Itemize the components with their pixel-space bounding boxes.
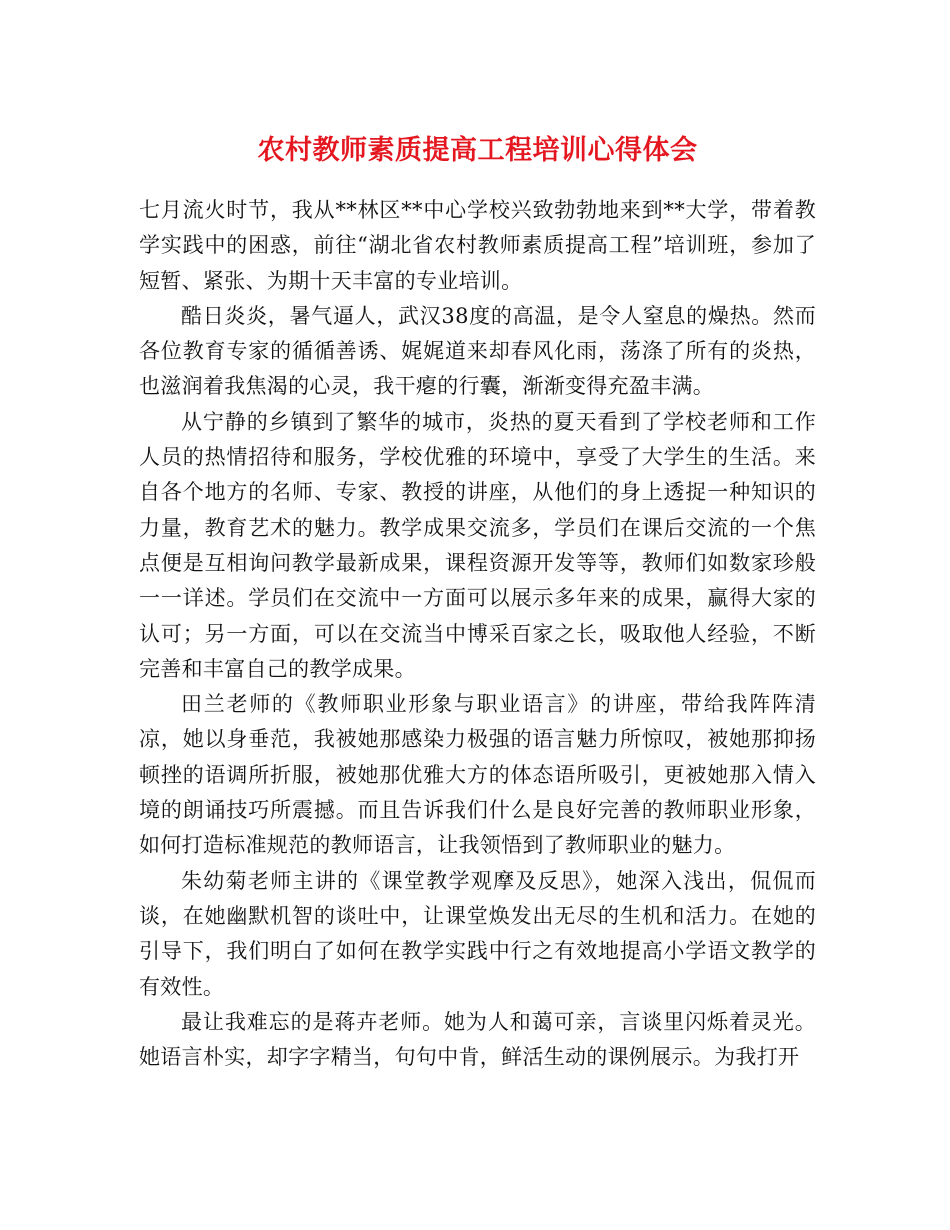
paragraph-3: 从宁静的乡镇到了繁华的城市，炎热的夏天看到了学校老师和工作人员的热情招待和服务，学校优雅的环境中，享受了大学生的生活。来自各个地方的名师、专家、教授的讲座，从他们的身上透捉一种知识的力量，教育艺术的魅力。教学成果交流多，学员们在课后交流的一个焦点便是互相询问教学最新成果，课程资源开发等等，教师们如数家珍般一一详述。学员们在交流中一方面可以展示多年来的成果，赢得大家的认可；另一方面，可以在交流当中博采百家之长，吸取他人经验，不断完善和丰富自己的教学成果。 — [139, 409, 816, 681]
paragraph-2: 酷日炎炎，暑气逼人，武汉38度的高温，是令人窒息的燥热。然而各位教育专家的循循善诱、娓娓道来却春风化雨，荡涤了所有的炎热，也滋润着我焦渴的心灵，我干瘪的行囊，渐渐变得充盈丰满。 — [139, 303, 816, 399]
paragraph-5: 朱幼菊老师主讲的《课堂教学观摩及反思》，她深入浅出，侃侃而谈，在她幽默机智的谈吐中，让课堂焕发出无尽的生机和活力。在她的引导下，我们明白了如何在教学实践中行之有效地提高小学语文教学的有效性。 — [139, 868, 816, 999]
paragraph-1: 七月流火时节，我从**林区**中心学校兴致勃勃地来到**大学，带着教学实践中的困惑，前往“湖北省农村教师素质提高工程”培训班，参加了短暂、紧张、为期十天丰富的专业培训。 — [139, 198, 816, 293]
document-body — [139, 193, 816, 1075]
document-title: 农村教师素质提高工程培训心得体会 — [257, 135, 698, 166]
paragraph-4: 田兰老师的《教师职业形象与职业语言》的讲座，带给我阵阵清凉，她以身垂范，我被她那感染力极强的语言魅力所惊叹，被她那抑扬顿挫的语调所折服，被她那优雅大方的体态语所吸引，更被她那入情入境的朗诵技巧所震撼。而且告诉我们什么是良好完善的教师职业形象，如何打造标准规范的教师语言，让我领悟到了教师职业的魅力。 — [139, 692, 816, 858]
paragraph-6: 最让我难忘的是蒋卉老师。她为人和蔼可亲，言谈里闪烁着灵光。她语言朴实，却字字精当，句句中肯，鲜活生动的课例展示。为我打开 — [139, 1009, 816, 1070]
